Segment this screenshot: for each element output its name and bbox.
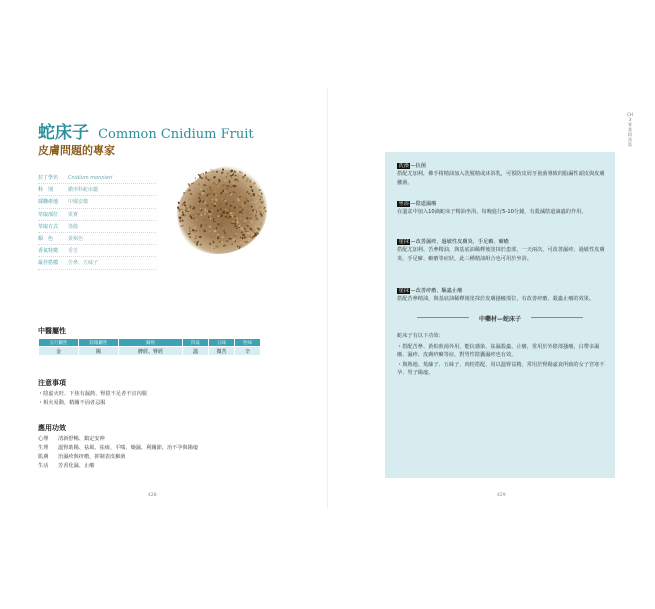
table-header: 五行屬性 xyxy=(39,339,79,347)
effect-value: 治濕疹與疥瘡，抑制表皮癬菌 xyxy=(58,454,126,460)
table-cell: 陽 xyxy=(79,347,119,356)
seed-speck xyxy=(230,171,231,173)
heading-rule xyxy=(531,317,583,318)
title-english: Common Cnidium Fruit xyxy=(98,127,254,142)
page-number-left: 428 xyxy=(148,493,157,498)
table-header: 性味 xyxy=(235,339,261,347)
caution-section-title: 注意事項 xyxy=(38,379,66,387)
info-key: 最佳搭檔 xyxy=(38,260,59,267)
usage-entry-head xyxy=(397,200,609,208)
seed-speck xyxy=(180,220,183,221)
effects-list xyxy=(38,435,298,471)
info-row xyxy=(38,233,156,245)
table-header: 四氣 xyxy=(183,339,209,347)
info-value: 香苦 xyxy=(68,248,79,255)
effect-row xyxy=(38,444,298,453)
page-number-right: 429 xyxy=(497,493,506,498)
info-key: 拉丁學名 xyxy=(38,175,59,181)
caution-list xyxy=(38,390,298,408)
usage-body: 在溫盆中加入10滴蛇床子精油坐浴，每晚進行5-10分鐘，有殺滅陰道滴蟲的作用。 xyxy=(397,209,587,215)
usage-entry xyxy=(397,287,609,304)
seed-speck xyxy=(194,177,196,179)
info-row xyxy=(38,221,156,233)
usage-heading: —改善疥瘡、驅蟲止癢 xyxy=(410,288,463,294)
table-cell: 溫 xyxy=(183,347,209,356)
side-tab-text: 油 xyxy=(628,137,632,142)
left-page xyxy=(24,88,322,508)
table-header-row xyxy=(39,339,261,347)
side-tab-text: 業 xyxy=(628,127,632,132)
page-subtitle: 皮膚問題的專家 xyxy=(38,144,115,157)
effect-key: 心理 xyxy=(38,436,49,442)
table-cell: 脾經、腎經 xyxy=(119,347,183,356)
herb-section-body xyxy=(397,332,609,378)
info-value: Cnidium monnieri xyxy=(68,175,113,181)
info-value: 果實 xyxy=(68,211,79,218)
usage-tag: 塗抹 xyxy=(398,288,409,294)
side-tab-text: 精 xyxy=(628,132,632,137)
chapter-side-tab xyxy=(627,112,633,147)
herb-section-title: 中藥材—蛇床子 xyxy=(478,316,521,323)
usage-tag: 洗澡 xyxy=(398,163,409,169)
usage-heading: —改善濕疹、過敏性皮膚炎、手足癬、癬瘡 xyxy=(410,239,509,245)
info-key: 香氣特徵 xyxy=(38,248,59,255)
table-cell: 微苦 xyxy=(209,347,235,356)
info-key: 科 別 xyxy=(38,187,54,194)
effect-key: 生活 xyxy=(38,463,49,469)
info-value: 苦參、五味子 xyxy=(68,260,99,267)
seed-speck xyxy=(216,171,218,173)
usage-entry xyxy=(397,162,609,187)
heading-rule xyxy=(417,317,469,318)
usage-heading: —陰道濕癢 xyxy=(410,201,437,207)
effect-value: 清新舒暢、鎮定安神 xyxy=(58,436,105,442)
usage-box xyxy=(385,152,615,478)
effect-key: 肌膚 xyxy=(38,454,49,460)
title-chinese: 蛇床子 xyxy=(38,123,89,143)
effects-section-title: 應用功效 xyxy=(38,424,66,432)
usage-heading: —抗菌 xyxy=(410,163,426,169)
caution-item: ・相火易動，精關不固者忌服 xyxy=(38,400,106,406)
usage-entry-head xyxy=(397,162,609,170)
info-table xyxy=(38,172,156,270)
info-value: 蒸餾 xyxy=(68,223,79,230)
effect-row xyxy=(38,435,298,444)
effect-value: 芳香化濕、止癢 xyxy=(58,463,95,469)
info-row xyxy=(38,209,156,221)
side-tab-text: 專 xyxy=(628,122,632,127)
side-tab-text: CH3 xyxy=(627,112,633,122)
usage-tag: 坐浴 xyxy=(398,201,409,207)
table-cell: 金 xyxy=(39,347,79,356)
effect-key: 生理 xyxy=(38,445,49,451)
right-page xyxy=(335,88,637,508)
page-gutter xyxy=(327,88,328,508)
info-row xyxy=(38,257,156,269)
info-row xyxy=(38,196,156,208)
herb-section-heading xyxy=(385,314,615,322)
info-key: 採購產地 xyxy=(38,199,59,206)
effect-row xyxy=(38,462,298,471)
table-row xyxy=(39,347,261,356)
effect-row xyxy=(38,453,298,462)
herb-item: ・搭配苦參、黃柏煎湯外用，能抗感染、祛濕殺蟲、止癢，常用於外陰部搔癢，白帶多濕癢、濕疹、皮膚疥癬等症，對男性陰囊濕疹也有效。 xyxy=(397,343,600,359)
page-title xyxy=(38,118,254,143)
info-key: 顏 色 xyxy=(38,235,54,242)
info-key: 萃取部位 xyxy=(38,211,59,218)
usage-entry-head xyxy=(397,287,609,295)
usage-tag: 塗抹 xyxy=(398,239,409,245)
info-value: 繖形科蛇床屬 xyxy=(68,187,99,194)
tcm-section-title: 中醫屬性 xyxy=(38,327,66,335)
table-header: 五味 xyxy=(209,339,235,347)
usage-body: 搭配苦參精油，與基底油稀釋後塗抹於皮膚搔癢部位，有改善疥瘡、殺蟲止癢的效果。 xyxy=(397,296,595,302)
info-key: 萃取方式 xyxy=(38,223,59,230)
info-value: 黃褐色 xyxy=(68,235,84,242)
herb-intro: 蛇床子有以下功效： xyxy=(397,333,444,339)
seed-speck xyxy=(207,205,209,207)
table-cell: 辛 xyxy=(235,347,261,356)
usage-entry-head xyxy=(397,238,609,246)
info-row xyxy=(38,245,156,257)
table-header: 歸經 xyxy=(119,339,183,347)
herb-item: ・與熟地、菟絲子、五味子、肉桂搭配，用以溫腎益精，常用於腎陽虛衰所致的女子宮寒不孕、男子陽痿。 xyxy=(397,361,605,377)
info-row xyxy=(38,184,156,196)
table-header: 陰陽屬性 xyxy=(79,339,119,347)
usage-entry xyxy=(397,200,609,217)
info-value: 中國安徽 xyxy=(68,199,89,206)
usage-body: 搭配尤加利、苦參精油，與基底油稀釋後塗抹於患部，一天兩次，可改善濕疹、過敏性皮膚炎、手足癬、癬瘡等症狀，此三種精油組合也可用於坐浴。 xyxy=(397,247,605,262)
info-row xyxy=(38,172,156,184)
tcm-properties-table xyxy=(38,338,261,356)
cnidium-seeds-image xyxy=(155,154,283,264)
caution-item: ・陰虛火旺、下焦有濕熱、腎陰不足者不宜內服 xyxy=(38,391,147,397)
side-tab-text: 篇 xyxy=(628,142,632,147)
usage-entry xyxy=(397,238,609,263)
usage-body: 搭配尤加利，佛手柑精油加入洗髮精或沐浴乳，可預防皮屑牙孢菌導致的脂漏性頭皮與皮膚黴菌。 xyxy=(397,171,605,186)
effect-value: 溫腎助陽、祛風、祛痰、平喘、燥濕、利關節，治不孕與陽痿 xyxy=(58,445,199,451)
